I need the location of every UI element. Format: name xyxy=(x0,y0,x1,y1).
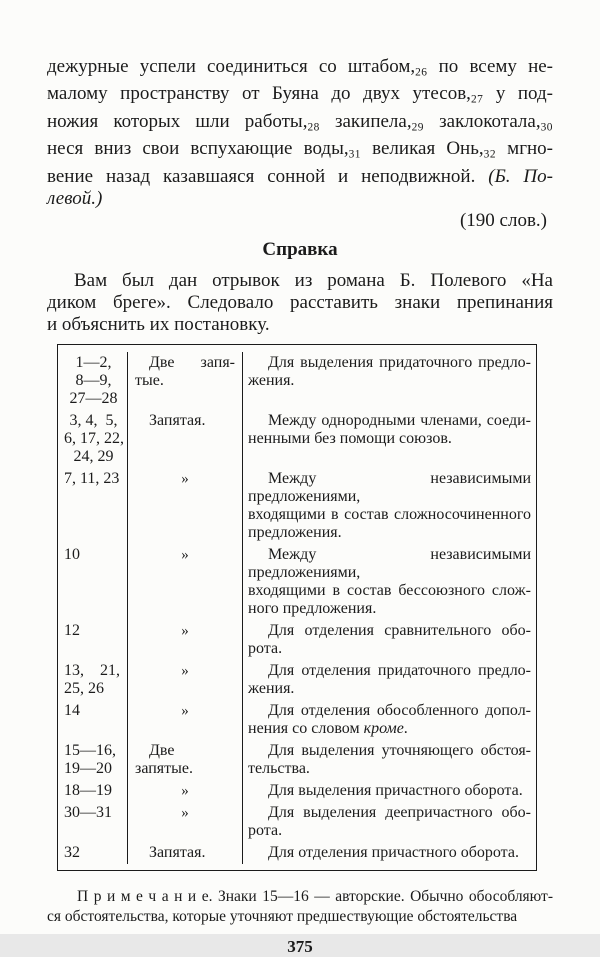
sign-numbers-line: 6, 17, 22, xyxy=(64,429,124,447)
reference-table xyxy=(57,344,537,871)
sign-numbers-line: 15—16, xyxy=(64,741,116,759)
explanation-line: Между независимыми предложениями, xyxy=(248,545,531,581)
text-run: по всему не- xyxy=(427,56,553,77)
explanation-line: Между независимыми предложениями, xyxy=(248,469,531,505)
subscript-number: 32 xyxy=(483,148,497,161)
explanation-line: Для отделения придаточного предло- xyxy=(268,661,531,679)
sign-numbers-cell xyxy=(58,352,128,410)
explanation-cell xyxy=(243,700,536,740)
explanation-cell xyxy=(243,468,536,544)
table-row xyxy=(58,660,536,700)
intro-paragraph xyxy=(47,270,553,336)
text-run: великая Онь, xyxy=(361,138,484,160)
excerpt-paragraph xyxy=(47,56,553,210)
punctuation-name-line: Запятая. xyxy=(149,411,206,429)
punctuation-name-cell xyxy=(128,544,243,620)
explanation-cell xyxy=(243,660,536,700)
ditto-mark: » xyxy=(181,622,189,639)
intro-line: Вам был дан отрывок из романа Б. Полевого «На xyxy=(74,269,553,291)
ditto-mark: » xyxy=(181,782,189,799)
sign-numbers-line: 1—2, xyxy=(75,353,112,371)
explanation-cell xyxy=(243,620,536,660)
subscript-number: 29 xyxy=(411,121,424,134)
punctuation-name-cell xyxy=(128,842,243,864)
punctuation-name-line: Две запятые. xyxy=(135,741,193,777)
intro-line: и объяснить их постановку. xyxy=(47,313,270,335)
excerpt-line xyxy=(47,166,553,188)
punctuation-name-cell xyxy=(128,802,243,842)
note-paragraph xyxy=(47,887,553,927)
punctuation-name-cell xyxy=(128,700,243,740)
text-run: у под- xyxy=(483,83,553,105)
sign-numbers-cell xyxy=(58,410,128,468)
explanation-line: Для выделения придаточного предло- xyxy=(268,353,531,371)
text-run: . xyxy=(403,719,408,737)
text-run: мгно- xyxy=(496,138,553,160)
text-run: заклокотала, xyxy=(423,110,541,132)
italic-text: левой.) xyxy=(47,187,103,209)
text-run: ножия которых шли работы, xyxy=(47,110,308,132)
explanation-cell xyxy=(243,740,536,780)
explanation-line: тельства. xyxy=(248,759,310,777)
punctuation-name-cell xyxy=(128,620,243,660)
explanation-line: рота. xyxy=(248,821,283,839)
table-row xyxy=(58,620,536,660)
section-heading: Справка xyxy=(262,238,338,260)
subscript-number: 30 xyxy=(540,121,553,134)
italic-text: кроме xyxy=(363,719,404,737)
sign-numbers-cell xyxy=(58,842,128,864)
sign-numbers-line: 12 xyxy=(64,621,80,639)
sign-numbers-line: 3, 4, 5, xyxy=(69,411,118,429)
sign-numbers-line: 14 xyxy=(64,701,80,719)
explanation-cell xyxy=(243,352,536,410)
table-row xyxy=(58,544,536,620)
text-run: вение назад казавшаяся сонной и неподвижной. xyxy=(47,165,489,187)
word-count: (190 слов.) xyxy=(459,209,547,231)
sign-numbers-cell xyxy=(58,660,128,700)
table-row xyxy=(58,700,536,740)
punctuation-name-line: тые. xyxy=(135,371,164,389)
explanation-line: Для выделения причастного оборота. xyxy=(268,781,523,799)
ditto-mark: » xyxy=(181,546,189,563)
page-number: 375 xyxy=(287,936,313,956)
sign-numbers-line: 27—28 xyxy=(69,389,118,407)
sign-numbers-cell xyxy=(58,802,128,842)
punctuation-name-cell xyxy=(128,410,243,468)
punctuation-name-cell xyxy=(128,780,243,802)
explanation-line: рота. xyxy=(248,639,283,657)
sign-numbers-cell xyxy=(58,700,128,740)
sign-numbers-cell xyxy=(58,468,128,544)
explanation-cell xyxy=(243,544,536,620)
excerpt-line xyxy=(47,111,553,138)
subscript-number: 31 xyxy=(348,148,361,161)
explanation-cell xyxy=(243,410,536,468)
sign-numbers-line: 8—9, xyxy=(75,371,112,389)
table-row xyxy=(58,780,536,802)
explanation-line: жения. xyxy=(248,679,295,697)
explanation-line: Для отделения обособленного допол- xyxy=(268,701,531,719)
sign-numbers-line: 13, 21, xyxy=(64,661,120,679)
sign-numbers-cell xyxy=(58,780,128,802)
explanation-line: жения. xyxy=(248,371,295,389)
table-row xyxy=(58,740,536,780)
ditto-mark: » xyxy=(181,702,189,719)
table-row xyxy=(58,468,536,544)
table-row xyxy=(58,802,536,842)
explanation-cell xyxy=(243,802,536,842)
sign-numbers-cell xyxy=(58,620,128,660)
text-run: дежурные успели соединиться со штабом, xyxy=(47,56,416,77)
sign-numbers-line: 32 xyxy=(64,843,80,861)
explanation-line: Для отделения сравнительного обо- xyxy=(268,621,531,639)
table-row xyxy=(58,352,536,410)
note-line: П р и м е ч а н и е. Знаки 15—16 — авторские. Обычно обособляют- xyxy=(77,887,553,905)
table-row xyxy=(58,842,536,864)
explanation-line: Между однородными членами, соеди- xyxy=(268,411,531,429)
punctuation-name-cell xyxy=(128,660,243,700)
italic-text: (Б. По- xyxy=(488,165,553,187)
sign-numbers-cell xyxy=(58,544,128,620)
text-run: неся вниз свои вспухающие воды, xyxy=(47,138,349,160)
sign-numbers-line: 19—20 xyxy=(64,759,112,777)
excerpt-line xyxy=(47,188,553,210)
sign-numbers-line: 25, 26 xyxy=(64,679,104,697)
ditto-mark: » xyxy=(181,804,189,821)
explanation-line: входящими в состав бессоюзного слож- xyxy=(248,581,531,599)
punctuation-name-cell xyxy=(128,468,243,544)
explanation-cell xyxy=(243,842,536,864)
sign-numbers-line: 30—31 xyxy=(64,803,112,821)
explanation-line: Для выделения уточняющего обстоя- xyxy=(268,741,531,759)
excerpt-line xyxy=(47,83,553,110)
sign-numbers-line: 10 xyxy=(64,545,80,563)
excerpt-line xyxy=(47,138,553,165)
text-run: малому пространству от Буяна до двух утесов, xyxy=(47,83,471,105)
table-row xyxy=(58,410,536,468)
explanation-line: ного предложения. xyxy=(248,599,377,617)
punctuation-name-line: Две запя- xyxy=(149,353,235,371)
subscript-number: 27 xyxy=(470,93,484,106)
explanation-cell xyxy=(243,780,536,802)
punctuation-name-cell xyxy=(128,352,243,410)
ditto-mark: » xyxy=(181,662,189,679)
excerpt-line xyxy=(47,56,553,83)
sign-numbers-cell xyxy=(58,740,128,780)
explanation-line: Для выделения деепричастного обо- xyxy=(268,803,531,821)
subscript-number: 28 xyxy=(307,121,320,134)
ditto-mark: » xyxy=(181,470,189,487)
explanation-line xyxy=(248,720,531,738)
explanation-line: ненными без помощи союзов. xyxy=(248,429,452,447)
explanation-line: предложения. xyxy=(248,523,342,541)
sign-numbers-line: 7, 11, 23 xyxy=(64,469,120,487)
intro-line: диком бреге». Следовало расставить знаки препинания xyxy=(47,291,553,313)
note-line: ся обстоятельства, которые уточняют предшествующие обстоятельства xyxy=(47,907,518,925)
sign-numbers-line: 18—19 xyxy=(64,781,112,799)
subscript-number: 26 xyxy=(415,66,428,79)
explanation-line: входящими в состав сложносочиненного xyxy=(248,505,531,523)
punctuation-name-cell xyxy=(128,740,243,780)
punctuation-name-line: Запятая. xyxy=(149,843,206,861)
text-run: нения со словом xyxy=(248,719,364,737)
text-run: закипела, xyxy=(319,110,412,132)
explanation-line: Для отделения причастного оборота. xyxy=(268,843,519,861)
sign-numbers-line: 24, 29 xyxy=(73,447,114,465)
